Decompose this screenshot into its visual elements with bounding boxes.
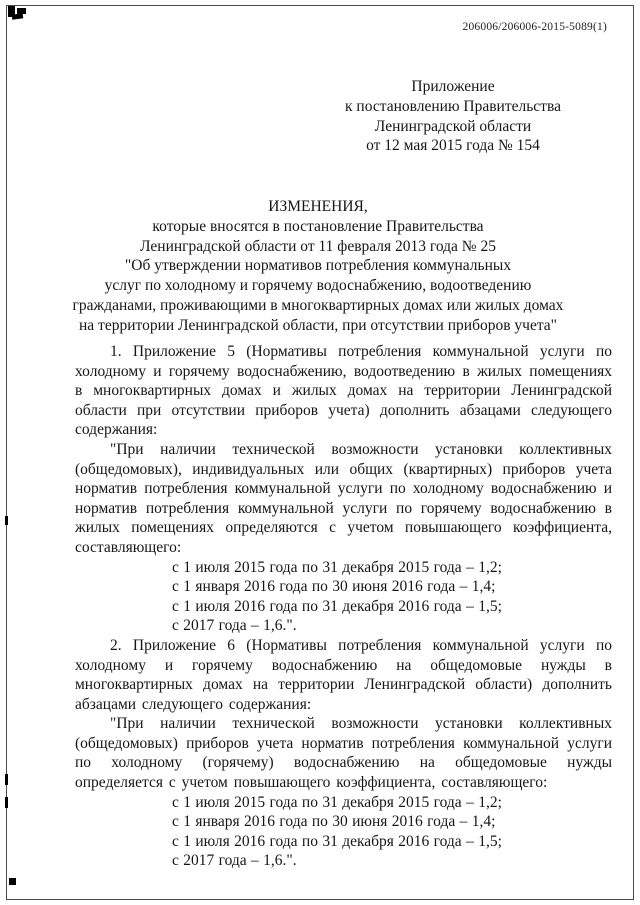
paragraph-item-2: 2. Приложение 6 (Нормативы потребления коммунальной услуги по холодному и горячему водоснабжению на общедомовые нужды в многоквартирных домах на территории Ленинградской области) дополнить абзацами следующего содержания: [75,636,612,713]
title-line: ИЗМЕНЕНИЯ, [268,198,368,215]
title-line: Ленинградской области от 11 февраля 2013 года № 25 [140,237,496,255]
title-line: которые вносятся в постановление Правительства [152,217,484,235]
document-body [75,342,612,871]
scan-mark-top-left [12,13,24,19]
coefficient-line: с 1 января 2016 года по 30 июня 2016 года – 1,4; [172,578,496,596]
coefficient-line: с 1 января 2016 года по 30 июня 2016 года – 1,4; [172,813,496,831]
coefficient-line: с 1 июля 2016 года по 31 декабря 2016 года – 1,5; [172,597,502,615]
title-line: "Об утверждении нормативов потребления коммунальных [124,257,512,275]
scan-mark-left-edge [5,797,8,808]
annex-line: Ленинградской области [374,117,532,135]
document-registration-number: 206006/206006-2015-5089(1) [462,21,607,33]
coefficient-line: с 1 июля 2016 года по 31 декабря 2016 года – 1,5; [172,832,502,850]
coefficient-line: с 2017 года – 1,6.". [172,617,297,635]
annex-line: к постановлению Правительства [345,97,561,115]
document-title-block [40,197,596,336]
title-line: гражданами, проживающими в многоквартирных домах или жилых домах [72,296,564,314]
coefficient-line: с 2017 года – 1,6.". [172,852,297,870]
annex-line: от 12 мая 2015 года № 154 [366,137,540,155]
scan-mark-bottom-left [9,878,16,885]
scan-mark-left-edge [5,774,8,785]
scan-mark-left-edge [5,516,8,525]
annex-line: Приложение [411,78,495,95]
coefficient-line: с 1 июля 2015 года по 31 декабря 2015 года – 1,2; [172,558,502,576]
paragraph-quote-2: "При наличии технической возможности установки коллективных (общедомовых) приборов учета норматив потребления коммунальной услуги по холодному (горячему) водоснабжению на общедомовые нужды определяется с учетом повышающего коэффициента, составляющего: [75,715,612,792]
title-line: на территории Ленинградской области, при отсутствии приборов учета" [79,316,557,334]
annex-header-block [322,77,584,156]
paragraph-quote-1: "При наличии технической возможности установки коллективных (общедомовых), индивидуальных или общих (квартирных) приборов учета норматив потребления коммунальной услуги по холодному водоснабжению и норматив потребления коммунальной услуги по горячему водоснабжению в жилых помещениях определяются с учетом повышающего коэффициента, составляющего: [75,440,612,556]
paragraph-item-1: 1. Приложение 5 (Нормативы потребления коммунальной услуги по холодному и горячему водоснабжению, водоотведению в жилых помещениях в многоквартирных домах и жилых домах на территории Ленинградской области при отсутствии приборов учета) дополнить абзацами следующего содержания: [75,343,612,439]
coefficient-line: с 1 июля 2015 года по 31 декабря 2015 года – 1,2; [172,793,502,811]
title-line: услуг по холодному и горячему водоснабжению, водоотведению [104,277,532,295]
